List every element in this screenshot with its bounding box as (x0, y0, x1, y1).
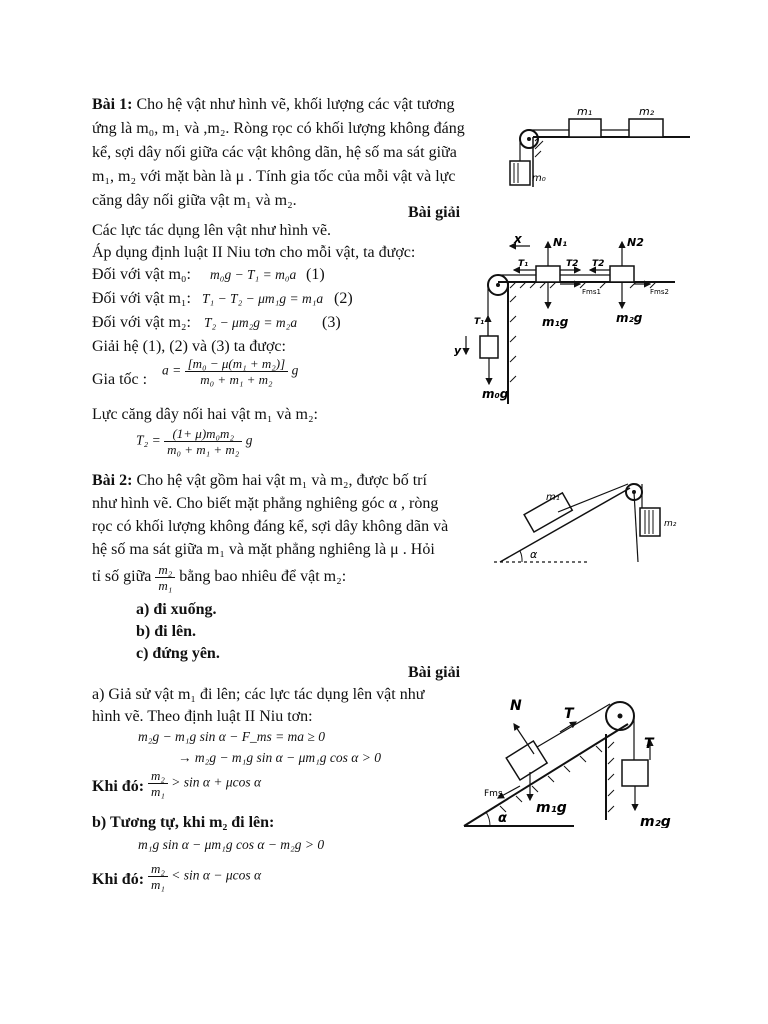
bai1-obj0-eq: m₀g − T₁ = m₀a (210, 267, 297, 282)
bai1-obj0-num: (1) (306, 266, 325, 283)
fig3-m1-label: m₁ (546, 492, 560, 503)
ratio-numerator: m₂ (155, 562, 175, 578)
fig2-m2g-label: m₂g (616, 311, 643, 325)
bai2-part-a-line-1: a) Giả sử vật m₁ đi lên; các lực tác dụng lên vật như (92, 686, 425, 703)
ratio-post: bằng bao nhiêu để vật m₂: (179, 568, 347, 586)
figure-4-incline-forces (460, 688, 700, 828)
cond-b-numerator: m₂ (148, 861, 168, 877)
bai1-line-4: m₁, m₂ với mặt bàn là μ . Tính gia tốc của mỗi vật và lực (92, 168, 456, 185)
bai2-option-a: a) đi xuống. (136, 601, 217, 618)
fig2-m1g-label: m₁g (542, 315, 569, 329)
bai1-obj1-num: (2) (334, 290, 353, 307)
bai2-line-4: hệ số ma sát giữa m₁ và mặt phẳng nghiêng là μ . Hỏi (92, 541, 435, 558)
cond-b-denominator: m₁ (151, 877, 165, 892)
fig4-alpha-label: α (498, 811, 507, 826)
khi-do-label-b: Khi đó: (92, 871, 145, 888)
fig4-t2-label: T (644, 736, 654, 752)
bai2-eq-b: m₁g sin α − μm₁g cos α − m₂g > 0 (138, 837, 325, 852)
cond-a-rhs: > sin α + μcos α (171, 774, 262, 790)
bai2-eq-a2: → m₂g − m₁g sin α − μm₁g cos α > 0 (178, 750, 381, 765)
fig2-t2b-label: T2 (592, 259, 605, 269)
accel-g: g (291, 362, 299, 378)
bai1-sol-line-1: Các lực tác dụng lên vật như hình vẽ. (92, 222, 332, 239)
bai2-option-b: b) đi lên. (136, 623, 197, 640)
bai2-part-b: b) Tương tự, khi m₂ đi lên: (92, 814, 275, 831)
fig2-n1-label: N₁ (553, 236, 568, 249)
fig4-m2g-label: m₂g (640, 814, 671, 828)
tension-denominator: m₀ + m₁ + m₂ (167, 442, 240, 457)
bai2-option-c: c) đứng yên. (136, 645, 220, 662)
bai1-accel-label: Gia tốc : (92, 371, 148, 388)
tension-g: g (245, 432, 253, 448)
fig2-n2-label: N2 (627, 236, 644, 249)
fig2-x-label: x (514, 232, 522, 246)
bai1-obj2-label: Đối với vật m₂: (92, 314, 191, 331)
fig1-m0-label: m₀ (532, 173, 546, 184)
fig2-m0g-label: m₀g (482, 387, 509, 401)
fig1-m1-label: m₁ (577, 105, 593, 118)
bai2-khi-do-b (92, 869, 144, 891)
cond-b-fraction (148, 861, 168, 892)
bai1-text-1: Cho hệ vật như hình vẽ, khối lượng các vật tương (136, 96, 455, 113)
fig4-t1-label: T (564, 706, 574, 722)
bai1-solution-title: Bài giải (408, 204, 461, 221)
bai2-cond-a (148, 768, 261, 799)
bai1-tension-label: Lực căng dây nối hai vật m₁ và m₂: (92, 406, 318, 423)
ratio-fraction (155, 562, 175, 593)
bai1-obj1-eq: T₁ − T₂ − μm₁g = m₁a (202, 291, 324, 306)
bai1-line-1 (92, 94, 454, 116)
fig4-m1g-label: m₁g (536, 800, 567, 816)
bai2-ratio-line (92, 562, 346, 593)
bai2-eq-a1: m₂g − m₁g sin α − F_ms = ma ≥ 0 (138, 729, 325, 744)
bai2-title: Bài 2: (92, 472, 133, 489)
bai1-obj2-num: (3) (322, 314, 341, 331)
bai2-text-1: Cho hệ vật gồm hai vật m₁ và m₂, được bố trí (136, 472, 427, 489)
bai1-sol-line-2: Áp dụng định luật II Niu tơn cho mỗi vật, ta được: (92, 244, 416, 261)
fig2-t1b-label: T₁ (474, 317, 485, 327)
fig4-fms-label: Fms (484, 789, 503, 799)
accel-fraction (185, 356, 289, 387)
cond-a-fraction (148, 768, 168, 799)
fig4-n-label: N (510, 698, 522, 714)
bai2-khi-do-a (92, 776, 144, 798)
fig2-t1-label: T₁ (518, 259, 529, 269)
khi-do-label-a: Khi đó: (92, 778, 145, 795)
cond-a-denominator: m₁ (151, 784, 165, 799)
fig2-fms1-label: Fms1 (582, 288, 601, 296)
bai2-part-a-line-2: hình vẽ. Theo định luật II Niu tơn: (92, 708, 313, 725)
bai1-obj0-label: Đối với vật m₀: (92, 266, 191, 283)
fig2-y-label: y (454, 344, 462, 357)
cond-b-rhs: < sin α − μcos α (171, 867, 262, 883)
fig1-m2-label: m₂ (639, 105, 655, 118)
bai1-line-2: ứng là m₀, m₁ và ,m₂. Ròng rọc có khối lượng không đáng (92, 120, 465, 137)
bai2-solution-title: Bài giải (408, 664, 461, 681)
figure-1-pulley-table (505, 95, 695, 195)
accel-numerator: [m₀ − μ(m₁ + m₂)] (185, 356, 289, 372)
bai1-tension-formula (136, 426, 252, 457)
fig3-m2-label: m₂ (664, 519, 677, 529)
bai2-line-3: rọc có khối lượng không đáng kể, sợi dây không dãn và (92, 518, 449, 535)
bai1-obj1-label: Đối với vật m₁: (92, 290, 191, 307)
accel-denominator: m₀ + m₁ + m₂ (200, 372, 273, 387)
bai1-line-5: căng dây nối giữa vật m₁ và m₂. (92, 192, 297, 209)
bai2-line-1 (92, 470, 427, 492)
bai1-solve-line: Giải hệ (1), (2) và (3) ta được: (92, 338, 286, 355)
figure-2-forces (450, 232, 680, 407)
cond-a-numerator: m₂ (148, 768, 168, 784)
tension-numerator: (1+ μ)m₀m₂ (164, 426, 242, 442)
ratio-denominator: m₁ (158, 578, 173, 593)
bai1-line-3: kể, sợi dây nối giữa các vật không dãn, hệ số ma sát giữa (92, 144, 457, 161)
bai1-title: Bài 1: (92, 96, 133, 113)
fig2-fms2-label: Fms2 (650, 288, 669, 296)
bai2-cond-b (148, 861, 261, 892)
tension-lhs: T₂ = (136, 432, 161, 448)
figure-3-incline (488, 462, 688, 572)
bai2-line-2: như hình vẽ. Cho biết mặt phẳng nghiêng góc α , ròng (92, 495, 439, 512)
bai1-accel-formula (162, 356, 298, 387)
ratio-pre: tỉ số giữa (92, 568, 152, 586)
bai1-obj2-eq: T₂ − μm₂g = m₂a (204, 315, 298, 330)
fig2-t2a-label: T2 (566, 259, 579, 269)
fig3-alpha-label: α (530, 548, 538, 561)
accel-lhs: a = (162, 362, 182, 378)
tension-fraction (164, 426, 242, 457)
